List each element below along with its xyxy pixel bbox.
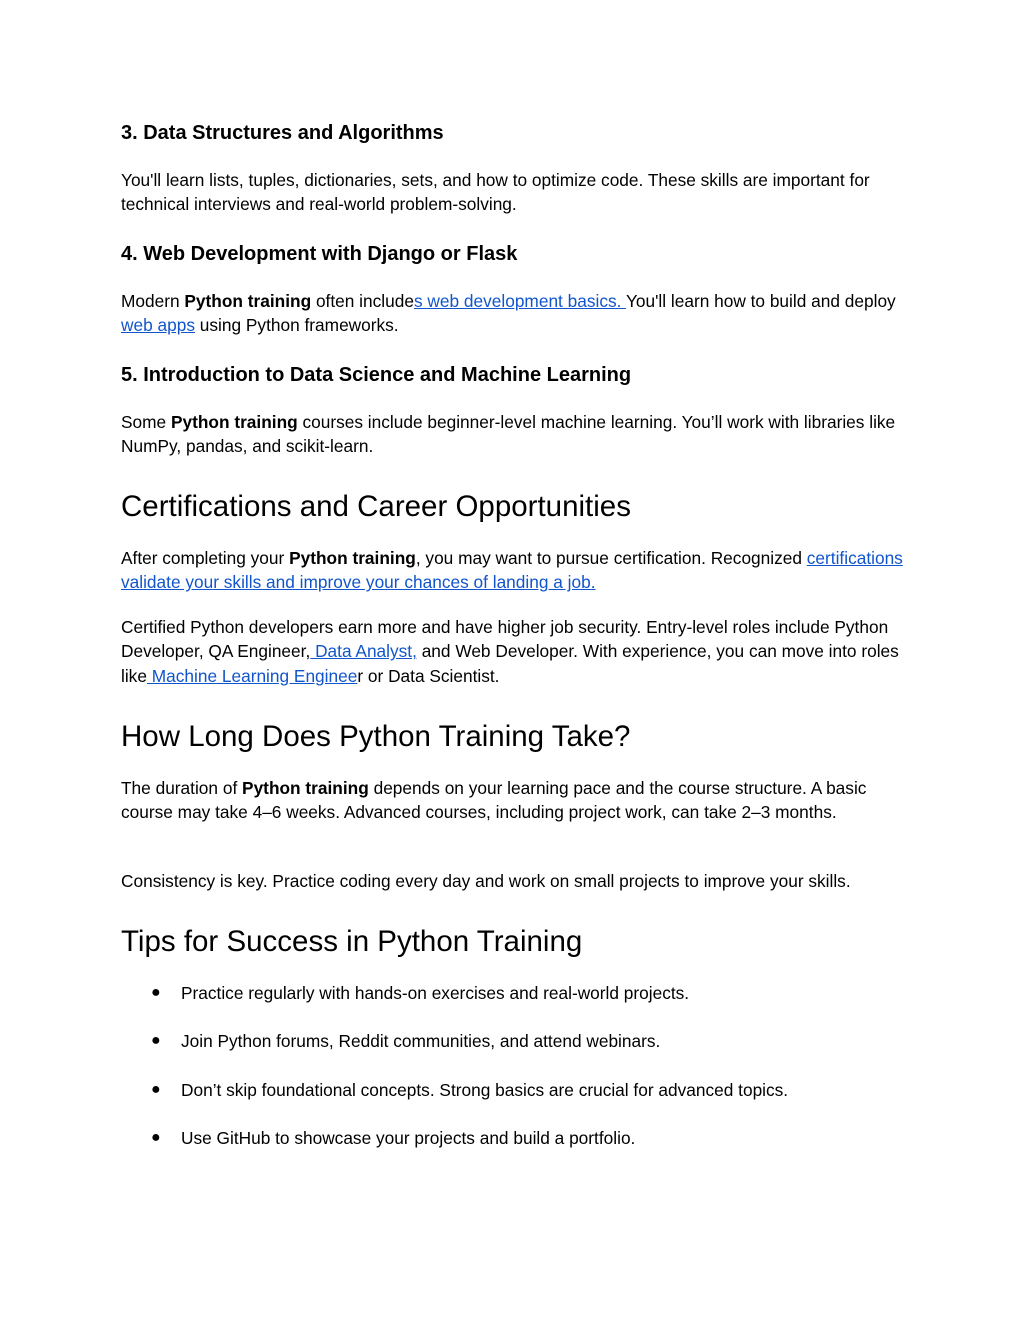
list-item-text: Join Python forums, Reddit communities, and attend webinars. [181,1031,661,1051]
paragraph-duration-1 [121,776,911,825]
paragraph-certifications-1 [121,546,911,595]
heading-web-development: 4. Web Development with Django or Flask [121,243,518,265]
paragraph-data-structures: You'll learn lists, tuples, dictionaries, sets, and how to optimize code. These skills are important for technical interviews and real-world problem-solving. [121,170,870,215]
heading-duration: How Long Does Python Training Take? [121,720,631,753]
text-fragment: depends on your learning pace and the course structure. A basic course may take 4–6 weeks. Advanced courses, including project work, can take 2–3 months. [121,778,867,823]
text-fragment: Some [121,412,171,432]
bold-python-training: Python training [289,548,416,568]
heading-tips: Tips for Success in Python Training [121,925,583,958]
text-fragment: Modern [121,291,185,311]
paragraph-data-science [121,410,911,459]
text-fragment: Certified Python developers earn more and have higher job security. Entry-level roles include Python Developer, QA Engineer, [121,617,889,662]
link-web-apps[interactable]: web apps [121,315,195,336]
heading-certifications: Certifications and Career Opportunities [121,490,631,523]
heading-data-science: 5. Introduction to Data Science and Machine Learning [121,364,632,386]
link-data-analyst[interactable]: Data Analyst, [310,641,417,662]
heading-data-structures: 3. Data Structures and Algorithms [121,122,444,144]
text-fragment: and Web Developer. With experience, you can move into roles like [121,641,899,686]
text-fragment: courses include beginner-level machine learning. You’ll work with libraries like NumPy, pandas, and scikit-learn. [121,412,896,457]
bullet-icon: ● [151,1081,161,1098]
link-web-development-basics[interactable]: s web development basics. [413,291,626,311]
bold-python-training: Python training [242,778,369,798]
paragraph-certifications-2 [121,615,911,688]
text-fragment: You'll learn how to build and deploy [625,291,896,311]
text-fragment: The duration of [121,778,243,798]
list-item-text: Practice regularly with hands-on exercises and real-world projects. [181,983,690,1003]
text-fragment: , you may want to pursue certification. Recognized [415,548,807,568]
bullet-icon: ● [151,1129,161,1146]
paragraph-web-development [121,289,911,338]
text-fragment: r or Data Scientist. [357,665,500,686]
text-fragment: using Python frameworks. [194,315,399,336]
text-fragment: often include [311,291,414,311]
bullet-icon: ● [151,1032,161,1049]
list-item-text: Don’t skip foundational concepts. Strong basics are crucial for advanced topics. [181,1080,789,1100]
bullet-icon: ● [151,984,161,1001]
link-machine-learning-engineer[interactable]: Machine Learning Enginee [146,665,358,686]
bold-python-training: Python training [170,412,298,432]
text-fragment: After completing your [121,548,290,568]
list-item-text: Use GitHub to showcase your projects and build a portfolio. [181,1128,636,1148]
paragraph-duration-2: Consistency is key. Practice coding every day and work on small projects to improve your skills. [121,871,851,891]
bold-python-training: Python training [184,291,312,311]
link-certifications[interactable]: certifications validate your skills and improve your chances of landing a job. [121,548,903,593]
